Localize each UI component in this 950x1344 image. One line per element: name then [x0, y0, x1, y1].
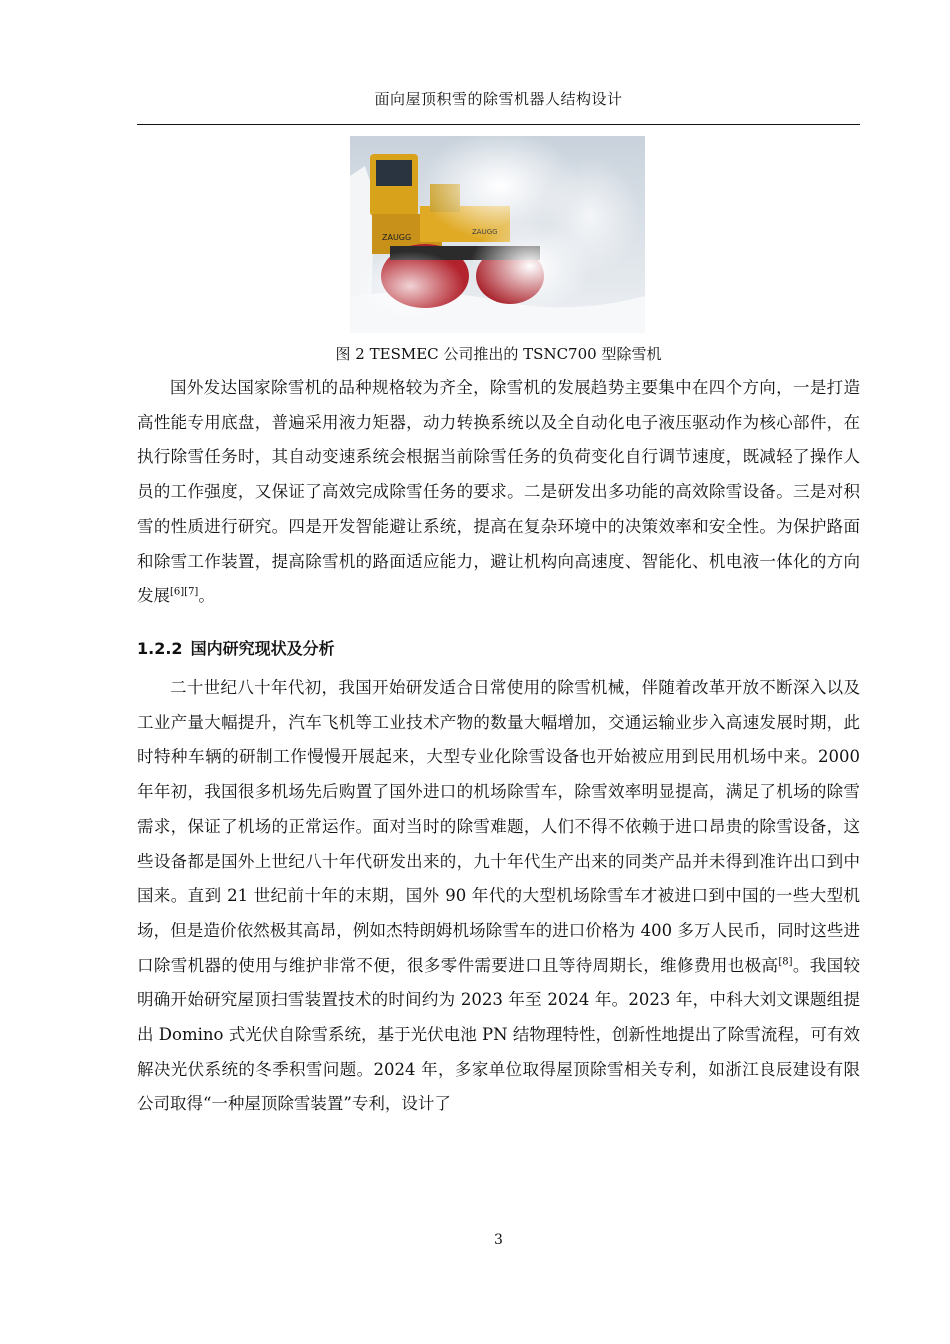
running-header: 面向屋顶积雪的除雪机器人结构设计: [374, 90, 623, 108]
citation: [8]: [778, 956, 793, 968]
paragraph-overseas-trends: [137, 371, 860, 614]
section-title: 国内研究现状及分析: [190, 639, 335, 658]
section-number: 1.2.2: [137, 639, 183, 658]
citation: [6][7]: [170, 586, 199, 598]
brand-label: ZAUGG: [382, 233, 412, 242]
header-rule: [137, 124, 860, 125]
paragraph-text-continued: 。我国较明确开始研究屋顶扫雪装置技术的时间约为 2023 年至 2024 年。2023 年，中科大刘文课题组提出 Domino 式光伏自除雪系统，基于光伏电池 PN 结物理特性，创新性地提出了除雪流程，可有效解决光伏系统的冬季积雪问题。2024 年，多家单位取得屋顶除雪相关专利，如浙江良辰建设有限公司取得“一种屋顶除雪装置”专利，设计了: [137, 955, 861, 1114]
paragraph-domestic-status: [137, 671, 860, 1122]
figure-caption: 图 2 TESMEC 公司推出的 TSNC700 型除雪机: [335, 345, 662, 363]
paragraph-text: 国外发达国家除雪机的品种规格较为齐全，除雪机的发展趋势主要集中在四个方向，一是打造高性能专用底盘，普遍采用液力矩器，动力转换系统以及全自动化电子液压驱动作为核心部件，在执行除雪任务时，其自动变速系统会根据当前除雪任务的负荷变化自行调节速度，既减轻了操作人员的工作强度，又保证了高效完成除雪任务的要求。二是研发出多功能的高效除雪设备。三是对积雪的性质进行研究。四是开发智能避让系统，提高在复杂环境中的决策效率和安全性。为保护路面和除雪工作装置，提高除雪机的路面适应能力，避让机构向高速度、智能化、机电液一体化的方向发展: [137, 378, 860, 606]
section-heading: [137, 636, 343, 659]
paragraph-text: 二十世纪八十年代初，我国开始研发适合日常使用的除雪机械，伴随着改革开放不断深入以及工业产量大幅提升，汽车飞机等工业技术产物的数量大幅增加，交通运输业步入高速发展时期，此时特种车辆的研制工作慢慢开展起来，大型专业化除雪设备也开始被应用到民用机场中来。2000 年年初，我国很多机场先后购置了国外进口的机场除雪车，除雪效率明显提高，满足了机场的除雪需求，保证了机场的正常运作。面对当时的除雪难题，人们不得不依赖于进口昂贵的除雪设备，这些设备都是国外上世纪八十年代研发出来的，九十年代生产出来的同类产品并未得到准许出口到中国来。直到 21 世纪前十年的末期，国外 90 年代的大型机场除雪车才被进口到中国的一些大型机场，但是造价依然极其高昂，例如杰特朗姆机场除雪车的进口价格为 400 多万人民币，同时这些进口除雪机器的使用与维护非常不便，很多零件需要进口且等待周期长，维修费用也极高: [137, 678, 860, 975]
snowplow-photo: [350, 136, 645, 333]
page-number: 3: [494, 1232, 503, 1248]
paragraph-end: 。: [198, 586, 215, 606]
